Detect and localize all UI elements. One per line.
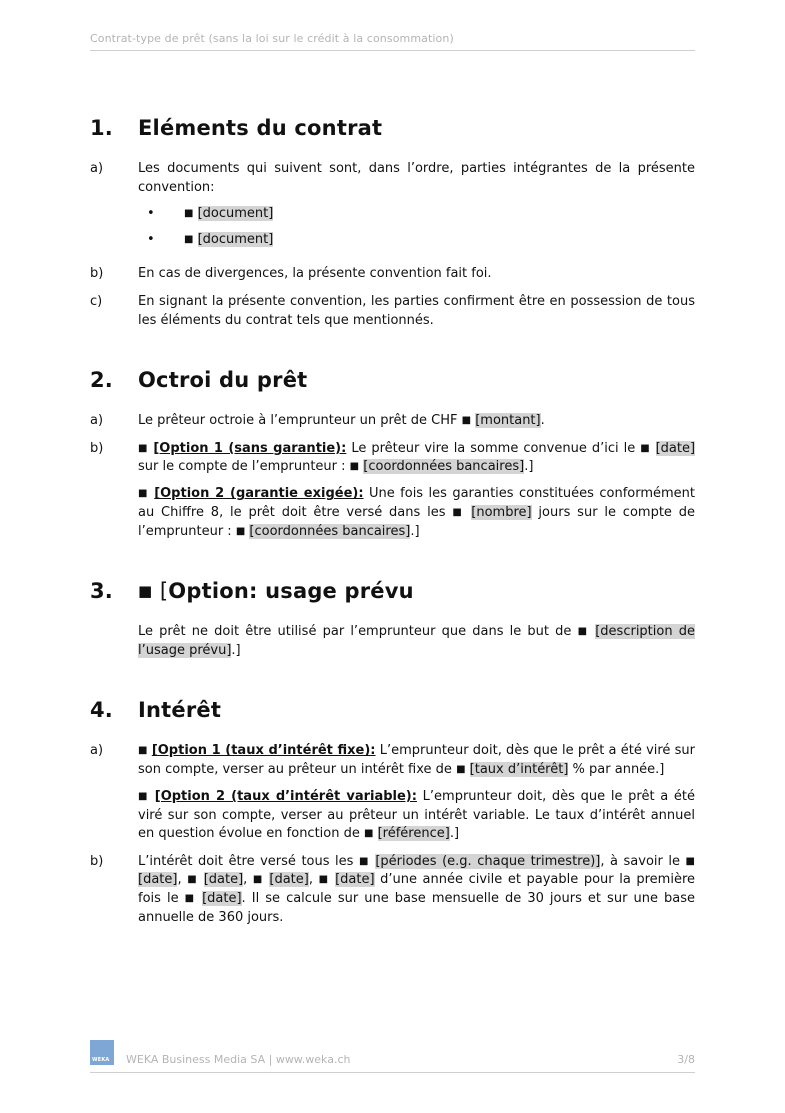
clause-text: Les documents qui suivent sont, dans l’ordre, parties intégrantes de la présente convention:: [138, 161, 695, 195]
section-4: [90, 698, 695, 927]
clause-text: ,: [308, 872, 319, 888]
square-marker-icon: ■: [184, 893, 197, 905]
section-number: 1.: [90, 116, 113, 140]
square-marker-icon: ■: [452, 507, 465, 519]
clause: [90, 412, 695, 431]
square-marker-icon: ■: [138, 582, 153, 601]
clause-label: c): [90, 293, 103, 309]
bullet-list: [138, 205, 695, 249]
section-2: [90, 368, 695, 541]
section-heading: [90, 368, 695, 398]
section-1: [90, 116, 695, 330]
placeholder-field[interactable]: [coordonnées bancaires]: [363, 459, 525, 475]
bullet-icon: •: [147, 206, 155, 222]
clause: [90, 742, 695, 843]
square-marker-icon: ■: [187, 874, 199, 886]
placeholder-field[interactable]: [date]: [202, 891, 242, 907]
page-footer: [90, 1040, 695, 1073]
square-marker-icon: ■: [577, 626, 590, 638]
placeholder-field[interactable]: [date]: [203, 872, 244, 888]
clause-text: .]: [410, 523, 420, 539]
footer-company: WEKA Business Media SA | www.weka.ch: [126, 1053, 351, 1066]
placeholder-field[interactable]: [date]: [138, 872, 178, 888]
square-marker-icon: ■: [349, 461, 360, 473]
clause-label: b): [90, 440, 104, 456]
placeholder-field[interactable]: [taux d’intérêt]: [469, 762, 569, 777]
square-marker-icon: ■: [138, 442, 149, 454]
page-number: 3/8: [677, 1053, 695, 1066]
square-marker-icon: ■: [640, 442, 651, 454]
clause-text: sur le compte de l’emprunteur :: [138, 459, 350, 475]
clause-text: L’emprunteur doit, dès que le prêt a été viré sur son compte, verser au prêteur un intérêt fixe de: [138, 743, 696, 777]
clause-text: L’emprunteur doit, dès que le prêt a été viré sur son compte, verser au prêteur un intérêt variable. Le taux d’intérêt annuel en question évolue en fonction de: [138, 789, 696, 842]
clause-text: jours sur le compte de l’emprunteur :: [138, 505, 695, 539]
square-marker-icon: ■: [138, 791, 150, 803]
square-marker-icon: ■: [138, 488, 149, 500]
clause-label: a): [90, 161, 104, 176]
bullet-icon: •: [147, 231, 155, 247]
clause-text: . Il se calcule sur une base mensuelle de 30 jours et sur une base annuelle de 360 jours.: [138, 891, 695, 925]
square-marker-icon: ■: [318, 874, 330, 886]
option-title: [Option 1 (sans garantie):: [153, 440, 347, 456]
section-heading: [90, 579, 695, 609]
clause-text: .]: [524, 459, 534, 475]
section-title: Eléments du contrat: [138, 116, 383, 140]
square-marker-icon: ■: [364, 828, 374, 840]
placeholder-field[interactable]: [référence]: [377, 826, 450, 842]
weka-logo-icon: [90, 1040, 114, 1065]
placeholder-field[interactable]: [description de l’usage prévu]: [138, 624, 695, 658]
section-heading: [90, 698, 695, 728]
clause-label: a): [90, 413, 104, 429]
clause-text: % par année.]: [568, 762, 665, 777]
square-marker-icon: ■: [461, 415, 472, 427]
clause-text: .: [540, 413, 545, 429]
placeholder-field[interactable]: [document]: [197, 206, 274, 222]
placeholder-field[interactable]: [montant]: [475, 413, 541, 429]
placeholder-field[interactable]: [date]: [655, 440, 696, 456]
clause: [90, 265, 695, 284]
section-number: 2.: [90, 368, 113, 393]
placeholder-field[interactable]: [périodes (e.g. chaque trimestre)]: [375, 853, 601, 869]
clause-text: En signant la présente convention, les parties confirment être en possession de tous les éléments du contrat tels que mentionnés.: [138, 293, 695, 328]
clause-text: ,: [243, 872, 253, 888]
clause-text: En cas de divergences, la présente convention fait foi.: [138, 266, 492, 282]
square-marker-icon: ■: [184, 208, 194, 220]
section-title: [138, 579, 695, 603]
clause-text: Le prêteur vire la somme convenue d’ici le: [346, 440, 641, 456]
list-item: [138, 205, 695, 224]
clause: [90, 293, 695, 330]
square-marker-icon: ■: [252, 874, 264, 886]
clause-text: L’intérêt doit être versé tous les: [138, 853, 359, 869]
square-marker-icon: ■: [358, 855, 370, 867]
clause: [90, 853, 695, 927]
clause: [90, 440, 695, 541]
placeholder-field[interactable]: [document]: [197, 231, 274, 247]
clause-text: .]: [231, 642, 241, 658]
document-title: Contrat-type de prêt (sans la loi sur le crédit à la consommation): [90, 32, 454, 45]
clause-text: ,: [177, 872, 188, 888]
placeholder-field[interactable]: [date]: [269, 872, 309, 888]
list-item: [138, 231, 695, 250]
section-title-text: Option: usage prévu: [168, 579, 414, 604]
section-3: [90, 579, 695, 660]
option-paragraph: [138, 485, 695, 541]
square-marker-icon: ■: [685, 855, 695, 867]
clause-text: .]: [449, 826, 460, 842]
option-paragraph: [138, 440, 695, 477]
placeholder-field[interactable]: [coordonnées bancaires]: [249, 523, 411, 539]
option-title: [Option 2 (garantie exigée):: [154, 486, 364, 502]
square-marker-icon: ■: [235, 525, 246, 537]
clause-text: , à savoir le: [600, 853, 686, 869]
square-marker-icon: ■: [456, 764, 466, 775]
square-marker-icon: ■: [184, 233, 194, 245]
clause: [90, 160, 695, 256]
placeholder-field[interactable]: [date]: [335, 872, 375, 888]
section-title: Intérêt: [138, 698, 222, 723]
option-title: [Option 2 (taux d’intérêt variable):: [154, 789, 417, 805]
section-title: Octroi du prêt: [138, 368, 308, 393]
clause-label: a): [90, 743, 104, 759]
placeholder-field[interactable]: [nombre]: [471, 505, 532, 521]
clause-text: d’une année civile et payable pour la première fois le: [138, 872, 696, 907]
clause-text: Une fois les garanties constituées conformément au Chiffre 8, le prêt doit être versé dans les: [138, 486, 695, 521]
section-number: 4.: [90, 698, 113, 723]
page-header: [90, 32, 695, 51]
option-paragraph: [138, 788, 695, 844]
square-marker-icon: ■: [138, 745, 148, 757]
clause: [90, 623, 695, 660]
section-heading: [90, 116, 695, 146]
clause-text: Le prêt ne doit être utilisé par l’emprunteur que dans le but de: [138, 624, 578, 640]
option-title: [Option 1 (taux d’intérêt fixe):: [151, 743, 376, 759]
option-paragraph: [138, 742, 695, 779]
bracket: [: [159, 579, 169, 604]
clause-text: Le prêteur octroie à l’emprunteur un prêt de CHF: [138, 413, 462, 429]
logo-text: WEKA: [92, 1057, 110, 1063]
section-number: 3.: [90, 579, 113, 604]
clause-label: b): [90, 853, 104, 869]
document-body: [90, 116, 695, 965]
clause-label: b): [90, 266, 104, 282]
